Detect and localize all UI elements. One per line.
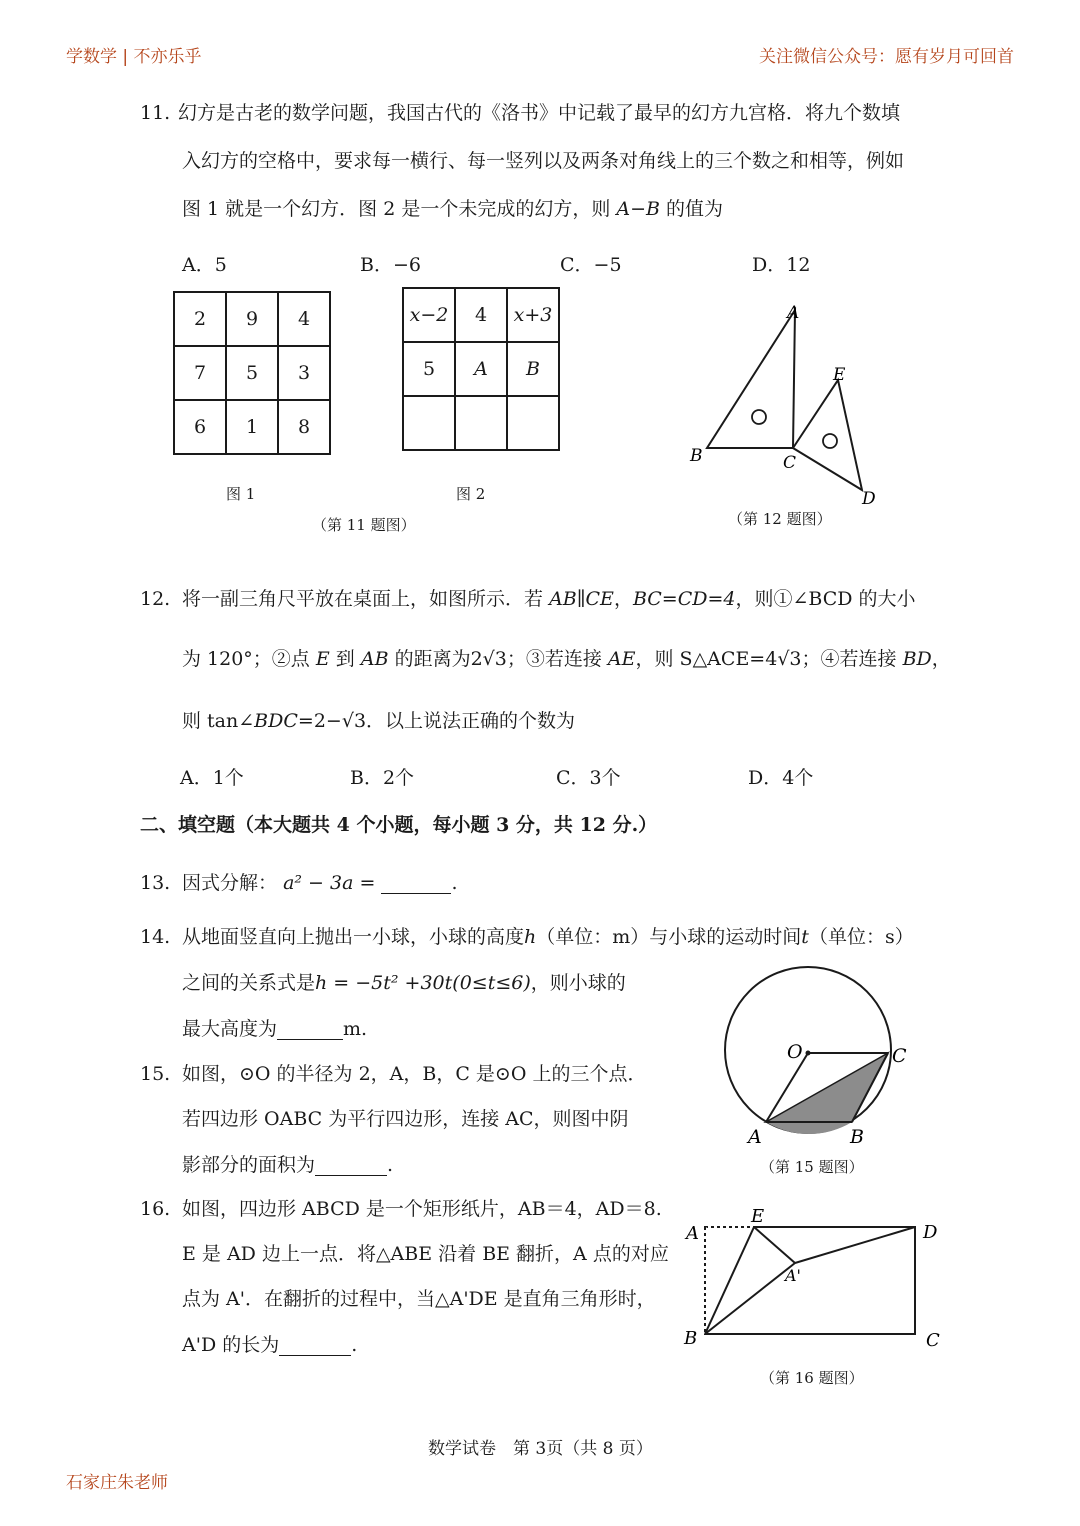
q15-number: 15. — [140, 1063, 171, 1085]
q12-option-d: D．4个 — [748, 767, 814, 789]
q16-line3: 点为 A'．在翻折的过程中，当△A'DE 是直角三角形时， — [182, 1288, 656, 1310]
q12-angle-bdc: BDC — [254, 710, 298, 732]
q14-line3 — [182, 1020, 367, 1040]
grid1-cell: 4 — [278, 292, 330, 346]
grid1-cell: 5 — [226, 346, 278, 400]
q14-line1 — [182, 928, 914, 947]
grid1-cell: 1 — [226, 400, 278, 454]
q13-number: 13. — [140, 872, 171, 894]
q12-line3-text: 则 tan∠ — [182, 710, 255, 732]
watermark-bottom-left: 石家庄朱老师 — [66, 1473, 168, 1493]
q12-segment-bd: BD — [902, 648, 932, 670]
q11-line3-end: 的值为 — [666, 198, 724, 220]
q12-label-d: D — [862, 489, 876, 509]
q12-label-b: B — [690, 446, 703, 466]
q16-number: 16. — [140, 1198, 171, 1220]
q13-line — [182, 874, 457, 894]
q16-segment-ba1 — [705, 1263, 795, 1334]
q16-figure — [680, 1200, 950, 1360]
grid2-cell — [403, 396, 455, 450]
q12-line1-text: 将一副三角尺平放在桌面上，如图所示．若 — [182, 588, 544, 610]
q11-line3 — [182, 200, 723, 219]
q16-caption: （第 16 题图） — [760, 1369, 864, 1387]
grid2-cell: 4 — [455, 288, 507, 342]
q12-point-e: E — [315, 648, 330, 670]
q14-answer-blank — [277, 1020, 343, 1040]
q16-label-a: A — [686, 1223, 699, 1244]
q11-option-c: C．−5 — [560, 254, 622, 276]
q14-range: (0≤t≤6) — [452, 972, 531, 994]
q11-caption: （第 11 题图） — [312, 516, 416, 534]
q12-line2 — [182, 650, 951, 669]
q13-answer-blank — [381, 874, 451, 894]
q12-caption: （第 12 题图） — [728, 510, 832, 528]
q15-label-o: O — [787, 1041, 803, 1063]
q12-condition-1: AB∥CE — [549, 588, 614, 610]
q12-figure — [680, 295, 890, 515]
q15-line3 — [182, 1156, 393, 1176]
q15-line1: 如图，⊙O 的半径为 2，A，B，C 是⊙O 上的三个点． — [182, 1063, 647, 1085]
grid2-cell: A — [455, 342, 507, 396]
q14-line1-mid: （单位：m）与小球的运动时间 — [536, 926, 802, 948]
q16-segment-be — [705, 1227, 754, 1334]
q16-line1: 如图，四边形 ABCD 是一个矩形纸片，AB＝4，AD＝8. — [182, 1198, 662, 1220]
q14-line2-text: 之间的关系式是 — [182, 972, 316, 994]
q12-number: 12. — [140, 588, 171, 610]
q11-option-d: D．12 — [752, 254, 811, 276]
q12-ruler-hole-1 — [752, 410, 766, 424]
q12-line2-text: 为 120°；②点 — [182, 648, 310, 670]
grid1-cell: 6 — [174, 400, 226, 454]
grid1-cell: 2 — [174, 292, 226, 346]
q16-label-d: D — [923, 1222, 938, 1243]
grid1-cell: 7 — [174, 346, 226, 400]
q15-label-b: B — [850, 1126, 864, 1148]
q13-text: 因式分解： — [182, 872, 278, 894]
q15-line3-text: 影部分的面积为 — [182, 1154, 316, 1176]
q16-label-e: E — [751, 1206, 765, 1227]
q12-line2-dist: 的距离为2√3；③若连接 — [394, 648, 602, 670]
q16-segment-ea1 — [754, 1227, 795, 1263]
q12-option-a: A．1个 — [180, 767, 244, 789]
q14-line2 — [182, 974, 626, 993]
q12-separator: ， — [613, 588, 633, 610]
q12-option-b: B．2个 — [350, 767, 415, 789]
q11-option-a: A．5 — [182, 254, 227, 276]
q12-line1-end: ，则①∠BCD 的大小 — [735, 588, 916, 610]
grid1-cell: 3 — [278, 346, 330, 400]
q16-line4-text: A'D 的长为 — [182, 1334, 280, 1356]
q16-label-c: C — [926, 1330, 940, 1351]
q15-shaded-segment — [766, 1122, 852, 1134]
q12-label-c: C — [783, 453, 797, 473]
q16-line2: E 是 AD 边上一点．将△ABE 沿着 BE 翻折，A 点的对应 — [182, 1243, 669, 1265]
grid1-cell: 8 — [278, 400, 330, 454]
q15-figure — [715, 960, 905, 1155]
section-2-heading: 二、填空题（本大题共 4 个小题，每小题 3 分，共 12 分.） — [140, 814, 658, 836]
q16-end: . — [351, 1334, 358, 1356]
q16-rectangle — [705, 1227, 915, 1334]
q14-line2-end: ，则小球的 — [530, 972, 626, 994]
q15-caption: （第 15 题图） — [760, 1158, 864, 1176]
grid2-cell: x−2 — [403, 288, 455, 342]
q16-line4 — [182, 1336, 357, 1356]
q11-line1: 幻方是古老的数学问题，我国古代的《洛书》中记载了最早的幻方九宫格．将九个数填 — [178, 102, 901, 124]
q15-label-a: A — [748, 1126, 762, 1148]
watermark-top-left: 学数学 | 不亦乐乎 — [66, 47, 202, 67]
q14-number: 14. — [140, 926, 171, 948]
q12-line3-end: =2−√3．以上说法正确的个数为 — [297, 710, 576, 732]
q12-triangle-abc — [707, 310, 795, 448]
watermark-top-right: 关注微信公众号：愿有岁月可回首 — [759, 47, 1014, 67]
grid2-cell — [455, 396, 507, 450]
q16-answer-blank — [279, 1336, 351, 1356]
magic-square-figure-2 — [402, 287, 560, 451]
q11-line2: 入幻方的空格中，要求每一横行、每一竖列以及两条对角线上的三个数之和相等，例如 — [182, 150, 905, 172]
q12-segment-ab: AB — [360, 648, 389, 670]
q12-line1 — [182, 590, 916, 609]
q15-label-c: C — [892, 1045, 907, 1067]
q12-line3 — [182, 712, 575, 731]
q14-line3-text: 最大高度为 — [182, 1018, 278, 1040]
q12-label-a: A — [787, 303, 800, 323]
q15-end: . — [387, 1154, 394, 1176]
grid2-cell: 5 — [403, 342, 455, 396]
q12-segment-ae: AE — [607, 648, 636, 670]
q16-segment-a1d — [795, 1227, 915, 1263]
q16-label-b: B — [684, 1328, 698, 1349]
q12-condition-2: BC=CD=4 — [632, 588, 736, 610]
q13-expression: a² − 3a = — [283, 872, 376, 894]
q16-label-a-prime: A' — [785, 1266, 801, 1285]
q12-label-e: E — [833, 365, 846, 385]
q15-center-point — [806, 1051, 811, 1056]
q14-line1-end: （单位：s） — [808, 926, 914, 948]
magic-square-figure-1 — [173, 291, 331, 455]
grid1-cell: 9 — [226, 292, 278, 346]
q12-option-c: C．3个 — [556, 767, 621, 789]
q11-option-b: B．−6 — [360, 254, 421, 276]
q15-line2: 若四边形 OABC 为平行四边形，连接 AC，则图中阴 — [182, 1108, 629, 1130]
q11-fig1-label: 图 1 — [226, 485, 256, 503]
q14-line1-text: 从地面竖直向上抛出一小球，小球的高度 — [182, 926, 525, 948]
q11-fig2-label: 图 2 — [456, 485, 486, 503]
q11-line3-text: 图 1 就是一个幻方．图 2 是一个未完成的幻方，则 — [182, 198, 611, 220]
q12-line2-end: ， — [931, 648, 951, 670]
grid2-cell: x+3 — [507, 288, 559, 342]
q14-expression: h = −5t² +30t — [315, 972, 453, 994]
q12-line2-to: 到 — [335, 648, 355, 670]
q12-ruler-hole-2 — [823, 434, 837, 448]
q15-answer-blank — [315, 1156, 387, 1176]
q12-line2-area: ，则 S△ACE=4√3；④若连接 — [635, 648, 897, 670]
page-footer: 数学试卷 第 3页（共 8 页） — [428, 1439, 653, 1459]
q13-end: . — [451, 872, 458, 894]
grid2-cell: B — [507, 342, 559, 396]
grid2-cell — [507, 396, 559, 450]
q14-unit: m. — [343, 1018, 368, 1040]
q11-expr: A−B — [616, 198, 660, 220]
q14-var-h: h — [524, 926, 537, 948]
q11-number: 11. — [140, 102, 171, 124]
q14-var-t: t — [801, 926, 809, 948]
